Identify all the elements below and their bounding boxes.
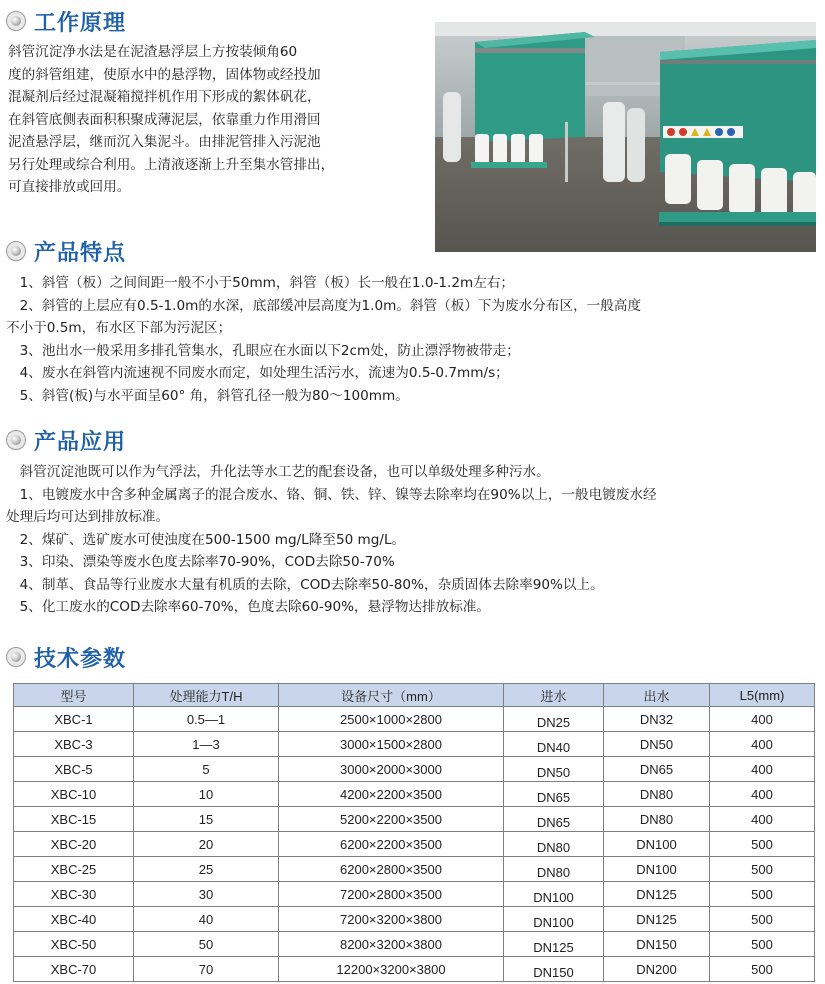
radio-circle-icon	[6, 430, 26, 450]
section-header-principle	[6, 6, 126, 36]
table-cell: 500	[710, 932, 815, 957]
principle-text	[8, 41, 428, 199]
radio-circle-icon	[6, 241, 26, 261]
table-cell: DN65	[604, 757, 710, 782]
table-cell: 30	[134, 882, 279, 907]
table-cell: 7200×2800×3500	[279, 882, 504, 907]
table-cell: 1—3	[134, 732, 279, 757]
column-header: 出水	[604, 684, 710, 707]
section-title: 工作原理	[34, 10, 127, 36]
table-cell: DN50	[504, 757, 604, 782]
table-cell: XBC-50	[14, 932, 134, 957]
table-cell: 500	[710, 907, 815, 932]
text-line: 3、印染、漂染等废水色度去除率70-90%，COD去除50-70%	[6, 554, 395, 570]
table-cell: 500	[710, 832, 815, 857]
features-text	[6, 272, 818, 407]
table-cell: 500	[710, 857, 815, 882]
table-cell: DN100	[504, 907, 604, 932]
text-line: 在斜管底侧表面积积聚成薄泥层，依靠重力作用滑回	[8, 111, 321, 128]
table-cell: XBC-25	[14, 857, 134, 882]
text-line: 4、废水在斜管内流速视不同废水而定，如处理生活污水，流速为0.5-0.7mm/s；	[6, 365, 509, 381]
table-cell: 500	[710, 957, 815, 982]
table-cell: 6200×2200×3500	[279, 832, 504, 857]
table-cell: XBC-15	[14, 807, 134, 832]
table-cell: DN65	[504, 782, 604, 807]
table-cell: XBC-5	[14, 757, 134, 782]
table-cell: 25	[134, 857, 279, 882]
table-cell: 40	[134, 907, 279, 932]
table-cell: DN25	[504, 707, 604, 732]
text-line: 4、制革、食品等行业废水大量有机质的去除，COD去除率50-80%，杂质固体去除率90%以上。	[6, 576, 604, 593]
table-row	[14, 707, 815, 732]
table-cell: XBC-70	[14, 957, 134, 982]
table-cell: 15	[134, 807, 279, 832]
text-line: 斜管沉淀净水法是在泥渣悬浮层上方按装倾角60	[8, 44, 298, 60]
text-line: 度的斜管组建，使原水中的悬浮物，固体物或经投加	[8, 66, 321, 83]
text-line: 不小于0.5m，布水区下部为污泥区；	[6, 320, 232, 336]
table-row	[14, 882, 815, 907]
table-cell: 12200×3200×3800	[279, 957, 504, 982]
table-cell: DN125	[504, 932, 604, 957]
table-cell: XBC-10	[14, 782, 134, 807]
column-header: 型号	[14, 684, 134, 707]
section-header-features	[6, 236, 126, 266]
table-cell: 4200×2200×3500	[279, 782, 504, 807]
table-cell: 3000×1500×2800	[279, 732, 504, 757]
section-header-application	[6, 425, 126, 455]
table-cell: XBC-30	[14, 882, 134, 907]
table-row	[14, 807, 815, 832]
text-line: 斜管沉淀池既可以作为气浮法，升化法等水工艺的配套设备，也可以单级处理多种污水。	[6, 464, 550, 480]
table-row	[14, 857, 815, 882]
table-cell: 0.5—1	[134, 707, 279, 732]
table-cell: 400	[710, 782, 815, 807]
text-line: 2、煤矿、选矿废水可使浊度在500-1500 mg/L降至50 mg/L。	[6, 531, 406, 548]
section-title: 技术参数	[34, 646, 127, 672]
table-cell: DN40	[504, 732, 604, 757]
section-header-specs	[6, 642, 126, 672]
table-cell: DN80	[504, 857, 604, 882]
text-line: 5、化工废水的COD去除率60-70%，色度去除60-90%，悬浮物达排放标准。	[6, 599, 490, 615]
radio-circle-icon	[6, 11, 26, 31]
table-cell: DN50	[604, 732, 710, 757]
section-title: 产品特点	[34, 240, 127, 266]
text-line: 混凝剂后经过混凝箱搅拌机作用下形成的絮体矾花，	[8, 89, 321, 105]
table-cell: 20	[134, 832, 279, 857]
table-cell: 500	[710, 882, 815, 907]
column-header: L5(mm)	[710, 684, 815, 707]
table-cell: DN80	[504, 832, 604, 857]
table-row	[14, 832, 815, 857]
table-cell: 10	[134, 782, 279, 807]
application-text	[6, 461, 818, 619]
text-line: 可直接排放或回用。	[8, 179, 131, 195]
table-row	[14, 732, 815, 757]
text-line: 泥渣悬浮层，继而沉入集泥斗。由排泥管排入污泥池	[8, 134, 321, 150]
table-cell: 5200×2200×3500	[279, 807, 504, 832]
table-cell: DN200	[604, 957, 710, 982]
table-cell: 70	[134, 957, 279, 982]
table-cell: DN65	[504, 807, 604, 832]
table-cell: DN125	[604, 907, 710, 932]
table-cell: 50	[134, 932, 279, 957]
section-title: 产品应用	[34, 429, 127, 455]
table-cell: 3000×2000×3000	[279, 757, 504, 782]
table-cell: XBC-20	[14, 832, 134, 857]
text-line: 另行处理或综合利用。上清液逐渐上升至集水管排出，	[8, 156, 335, 173]
table-cell: DN150	[604, 932, 710, 957]
table-header-row	[14, 684, 815, 707]
table-cell: XBC-40	[14, 907, 134, 932]
column-header: 设备尺寸（mm）	[279, 684, 504, 707]
text-line: 1、斜管（板）之间间距一般不小于50mm，斜管（板）长一般在1.0-1.2m左右；	[6, 275, 515, 291]
table-cell: XBC-3	[14, 732, 134, 757]
table-row	[14, 757, 815, 782]
table-cell: DN32	[604, 707, 710, 732]
table-row	[14, 957, 815, 982]
table-cell: DN150	[504, 957, 604, 982]
table-cell: 2500×1000×2800	[279, 707, 504, 732]
spec-table	[13, 683, 815, 982]
equipment-photo	[435, 22, 816, 252]
table-cell: 7200×3200×3800	[279, 907, 504, 932]
table-cell: DN80	[604, 807, 710, 832]
table-cell: DN100	[604, 857, 710, 882]
table-row	[14, 907, 815, 932]
radio-circle-icon	[6, 647, 26, 667]
text-line: 3、池出水一般采用多排孔管集水，孔眼应在水面以下2cm处，防止漂浮物被带走；	[6, 342, 520, 359]
table-cell: DN80	[604, 782, 710, 807]
table-cell: 400	[710, 732, 815, 757]
table-row	[14, 782, 815, 807]
table-row	[14, 932, 815, 957]
table-cell: 400	[710, 807, 815, 832]
text-line: 2、斜管的上层应有0.5-1.0m的水深，底部缓冲层高度为1.0m。斜管（板）下为废水分布区，一般高度	[6, 297, 642, 314]
table-cell: 5	[134, 757, 279, 782]
table-cell: XBC-1	[14, 707, 134, 732]
text-line: 1、电镀废水中含多种金属离子的混合废水、铬、铜、铁、锌、镍等去除率均在90%以上，一般电镀废水经	[6, 486, 657, 503]
table-cell: 6200×2800×3500	[279, 857, 504, 882]
table-cell: DN100	[504, 882, 604, 907]
text-line: 处理后均可达到排放标准。	[6, 509, 170, 525]
table-cell: DN125	[604, 882, 710, 907]
column-header: 进水	[504, 684, 604, 707]
table-cell: 400	[710, 757, 815, 782]
table-cell: DN100	[604, 832, 710, 857]
text-line: 5、斜管(板)与水平面呈60° 角，斜管孔径一般为80～100mm。	[6, 387, 409, 404]
table-cell: 400	[710, 707, 815, 732]
column-header: 处理能力T/H	[134, 684, 279, 707]
table-cell: 8200×3200×3800	[279, 932, 504, 957]
